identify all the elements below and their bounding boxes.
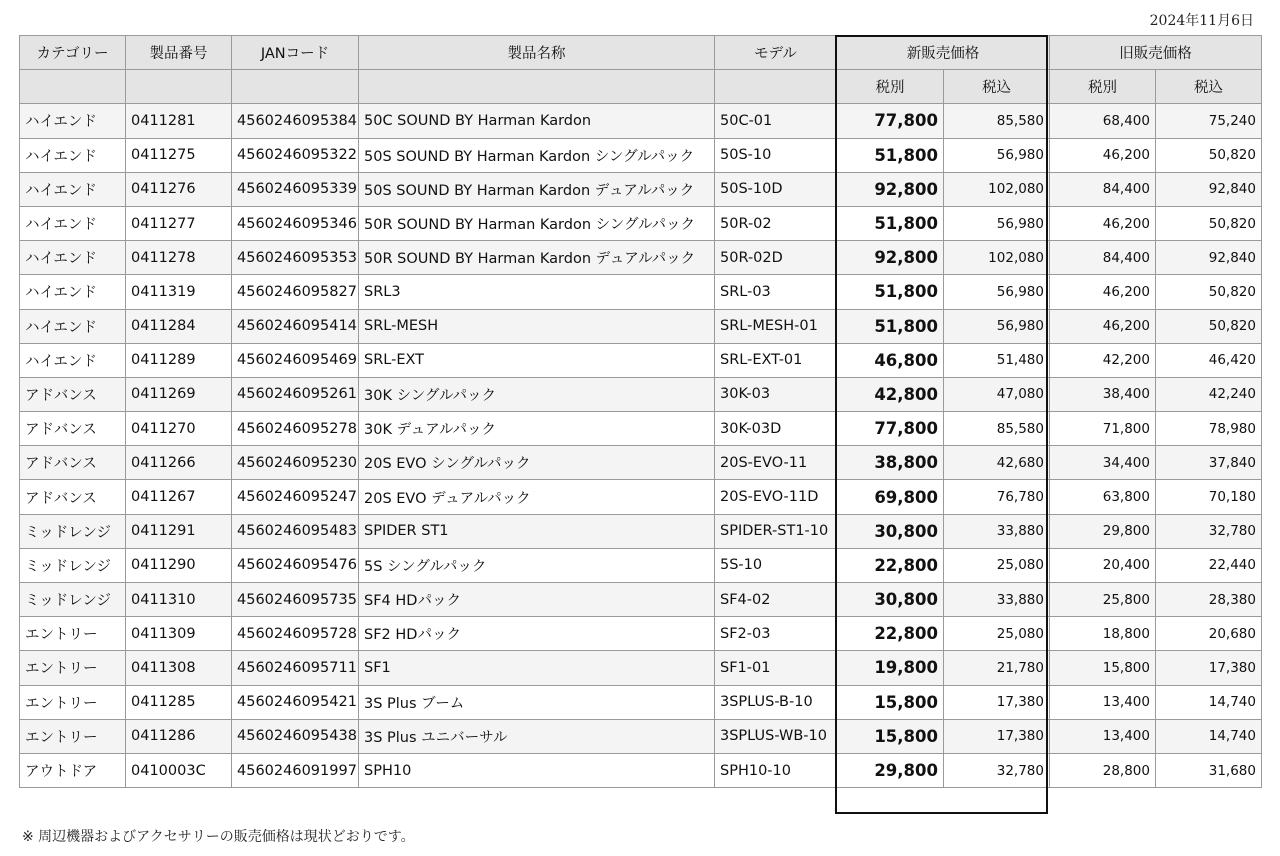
- cell-model: 30K-03: [715, 377, 837, 411]
- cell-product-name: SF4 HDパック: [359, 583, 715, 617]
- table-row: [20, 343, 1262, 377]
- table-row: [20, 651, 1262, 685]
- cell-jan-code: 4560246095735: [232, 583, 359, 617]
- cell-new-price-tax-ex: 30,800: [837, 514, 944, 548]
- cell-new-price-tax-in: 51,480: [944, 343, 1050, 377]
- header-blank: [126, 70, 232, 104]
- cell-new-price-tax-in: 33,880: [944, 583, 1050, 617]
- cell-category: エントリー: [20, 685, 126, 719]
- cell-product-name: 50S SOUND BY Harman Kardon シングルパック: [359, 138, 715, 172]
- cell-model: SRL-EXT-01: [715, 343, 837, 377]
- cell-category: アウトドア: [20, 753, 126, 787]
- cell-old-price-tax-ex: 46,200: [1050, 206, 1156, 240]
- document-date: 2024年11月6日: [1149, 13, 1254, 29]
- cell-jan-code: 4560246095247: [232, 480, 359, 514]
- cell-new-price-tax-ex: 38,800: [837, 446, 944, 480]
- cell-new-price-tax-ex: 69,800: [837, 480, 944, 514]
- table-row: [20, 377, 1262, 411]
- cell-jan-code: 4560246091997: [232, 753, 359, 787]
- cell-new-price-tax-in: 21,780: [944, 651, 1050, 685]
- cell-jan-code: 4560246095384: [232, 104, 359, 138]
- cell-old-price-tax-ex: 18,800: [1050, 617, 1156, 651]
- table-row: [20, 617, 1262, 651]
- header-row-1: [20, 36, 1262, 70]
- cell-category: エントリー: [20, 617, 126, 651]
- table-row: [20, 172, 1262, 206]
- cell-new-price-tax-in: 85,580: [944, 412, 1050, 446]
- cell-old-price-tax-ex: 46,200: [1050, 275, 1156, 309]
- cell-product-no: 0411266: [126, 446, 232, 480]
- cell-old-price-tax-ex: 38,400: [1050, 377, 1156, 411]
- cell-old-price-tax-in: 14,740: [1156, 685, 1262, 719]
- cell-product-no: 0411290: [126, 548, 232, 582]
- cell-old-price-tax-ex: 42,200: [1050, 343, 1156, 377]
- cell-category: エントリー: [20, 719, 126, 753]
- cell-model: 5S-10: [715, 548, 837, 582]
- cell-old-price-tax-in: 75,240: [1156, 104, 1262, 138]
- cell-product-no: 0411289: [126, 343, 232, 377]
- cell-new-price-tax-in: 17,380: [944, 685, 1050, 719]
- cell-jan-code: 4560246095230: [232, 446, 359, 480]
- cell-old-price-tax-in: 31,680: [1156, 753, 1262, 787]
- table-row: [20, 753, 1262, 787]
- cell-old-price-tax-in: 14,740: [1156, 719, 1262, 753]
- cell-model: SF2-03: [715, 617, 837, 651]
- cell-model: 3SPLUS-B-10: [715, 685, 837, 719]
- table-row: [20, 548, 1262, 582]
- cell-jan-code: 4560246095827: [232, 275, 359, 309]
- cell-old-price-tax-ex: 20,400: [1050, 548, 1156, 582]
- cell-category: ハイエンド: [20, 275, 126, 309]
- cell-old-price-tax-ex: 84,400: [1050, 172, 1156, 206]
- cell-product-name: 20S EVO デュアルパック: [359, 480, 715, 514]
- price-table-wrapper: [19, 35, 1261, 788]
- cell-old-price-tax-ex: 84,400: [1050, 241, 1156, 275]
- cell-model: SRL-03: [715, 275, 837, 309]
- cell-old-price-tax-in: 70,180: [1156, 480, 1262, 514]
- header-blank: [715, 70, 837, 104]
- cell-jan-code: 4560246095483: [232, 514, 359, 548]
- cell-model: 20S-EVO-11D: [715, 480, 837, 514]
- cell-old-price-tax-in: 50,820: [1156, 206, 1262, 240]
- cell-product-no: 0411309: [126, 617, 232, 651]
- cell-model: SPIDER-ST1-10: [715, 514, 837, 548]
- cell-jan-code: 4560246095469: [232, 343, 359, 377]
- cell-product-no: 0411284: [126, 309, 232, 343]
- cell-old-price-tax-ex: 28,800: [1050, 753, 1156, 787]
- cell-product-no: 0411267: [126, 480, 232, 514]
- header-jan: JANコード: [232, 36, 359, 70]
- header-name: 製品名称: [359, 36, 715, 70]
- cell-jan-code: 4560246095322: [232, 138, 359, 172]
- cell-model: 50S-10: [715, 138, 837, 172]
- cell-new-price-tax-in: 42,680: [944, 446, 1050, 480]
- table-row: [20, 138, 1262, 172]
- cell-model: 3SPLUS-WB-10: [715, 719, 837, 753]
- cell-category: アドバンス: [20, 412, 126, 446]
- header-old-price: 旧販売価格: [1050, 36, 1262, 70]
- header-new-price: 新販売価格: [837, 36, 1050, 70]
- cell-product-name: 50R SOUND BY Harman Kardon シングルパック: [359, 206, 715, 240]
- cell-jan-code: 4560246095339: [232, 172, 359, 206]
- cell-jan-code: 4560246095353: [232, 241, 359, 275]
- cell-new-price-tax-ex: 30,800: [837, 583, 944, 617]
- cell-category: ハイエンド: [20, 343, 126, 377]
- cell-model: 50S-10D: [715, 172, 837, 206]
- cell-jan-code: 4560246095438: [232, 719, 359, 753]
- table-row: [20, 412, 1262, 446]
- cell-jan-code: 4560246095414: [232, 309, 359, 343]
- header-model: モデル: [715, 36, 837, 70]
- cell-old-price-tax-in: 28,380: [1156, 583, 1262, 617]
- cell-old-price-tax-ex: 15,800: [1050, 651, 1156, 685]
- header-new-tax-in: 税込: [944, 70, 1050, 104]
- cell-product-name: 30K デュアルパック: [359, 412, 715, 446]
- cell-new-price-tax-ex: 15,800: [837, 719, 944, 753]
- cell-product-no: 0411276: [126, 172, 232, 206]
- cell-product-no: 0411270: [126, 412, 232, 446]
- footnote: ※ 周辺機器およびアクセサリーの販売価格は現状どおりです。: [22, 829, 415, 845]
- header-blank: [232, 70, 359, 104]
- cell-old-price-tax-ex: 71,800: [1050, 412, 1156, 446]
- cell-product-name: 50R SOUND BY Harman Kardon デュアルパック: [359, 241, 715, 275]
- cell-old-price-tax-in: 42,240: [1156, 377, 1262, 411]
- cell-old-price-tax-ex: 46,200: [1050, 138, 1156, 172]
- cell-jan-code: 4560246095421: [232, 685, 359, 719]
- cell-category: アドバンス: [20, 480, 126, 514]
- cell-model: 50C-01: [715, 104, 837, 138]
- cell-old-price-tax-ex: 68,400: [1050, 104, 1156, 138]
- cell-product-no: 0410003C: [126, 753, 232, 787]
- cell-new-price-tax-ex: 29,800: [837, 753, 944, 787]
- cell-category: ミッドレンジ: [20, 514, 126, 548]
- cell-product-name: 50S SOUND BY Harman Kardon デュアルパック: [359, 172, 715, 206]
- cell-new-price-tax-in: 76,780: [944, 480, 1050, 514]
- cell-model: 50R-02D: [715, 241, 837, 275]
- cell-jan-code: 4560246095476: [232, 548, 359, 582]
- cell-old-price-tax-in: 37,840: [1156, 446, 1262, 480]
- cell-category: ハイエンド: [20, 138, 126, 172]
- cell-product-name: SF2 HDパック: [359, 617, 715, 651]
- cell-new-price-tax-in: 32,780: [944, 753, 1050, 787]
- cell-product-name: 3S Plus ブーム: [359, 685, 715, 719]
- table-row: [20, 309, 1262, 343]
- cell-product-name: SRL-EXT: [359, 343, 715, 377]
- table-row: [20, 104, 1262, 138]
- cell-old-price-tax-in: 32,780: [1156, 514, 1262, 548]
- cell-old-price-tax-in: 50,820: [1156, 275, 1262, 309]
- cell-category: ハイエンド: [20, 206, 126, 240]
- price-table-body: [20, 104, 1262, 788]
- cell-new-price-tax-ex: 15,800: [837, 685, 944, 719]
- cell-new-price-tax-ex: 51,800: [837, 206, 944, 240]
- cell-product-no: 0411278: [126, 241, 232, 275]
- cell-new-price-tax-in: 25,080: [944, 617, 1050, 651]
- cell-new-price-tax-ex: 77,800: [837, 412, 944, 446]
- cell-category: アドバンス: [20, 446, 126, 480]
- cell-model: 30K-03D: [715, 412, 837, 446]
- cell-product-no: 0411275: [126, 138, 232, 172]
- cell-product-name: SPH10: [359, 753, 715, 787]
- cell-new-price-tax-ex: 19,800: [837, 651, 944, 685]
- table-row: [20, 583, 1262, 617]
- cell-new-price-tax-in: 47,080: [944, 377, 1050, 411]
- table-row: [20, 514, 1262, 548]
- cell-product-name: 5S シングルパック: [359, 548, 715, 582]
- cell-category: ミッドレンジ: [20, 583, 126, 617]
- cell-jan-code: 4560246095278: [232, 412, 359, 446]
- cell-old-price-tax-in: 17,380: [1156, 651, 1262, 685]
- cell-model: SPH10-10: [715, 753, 837, 787]
- cell-product-name: 50C SOUND BY Harman Kardon: [359, 104, 715, 138]
- cell-old-price-tax-ex: 63,800: [1050, 480, 1156, 514]
- header-product-no: 製品番号: [126, 36, 232, 70]
- cell-product-no: 0411285: [126, 685, 232, 719]
- cell-model: SF4-02: [715, 583, 837, 617]
- cell-new-price-tax-ex: 22,800: [837, 548, 944, 582]
- cell-product-name: SF1: [359, 651, 715, 685]
- cell-new-price-tax-ex: 92,800: [837, 241, 944, 275]
- header-old-tax-ex: 税別: [1050, 70, 1156, 104]
- cell-old-price-tax-in: 22,440: [1156, 548, 1262, 582]
- cell-new-price-tax-in: 25,080: [944, 548, 1050, 582]
- cell-old-price-tax-in: 46,420: [1156, 343, 1262, 377]
- cell-product-name: SRL-MESH: [359, 309, 715, 343]
- cell-product-no: 0411281: [126, 104, 232, 138]
- cell-new-price-tax-ex: 51,800: [837, 275, 944, 309]
- cell-product-name: 3S Plus ユニバーサル: [359, 719, 715, 753]
- cell-old-price-tax-ex: 46,200: [1050, 309, 1156, 343]
- cell-product-name: SPIDER ST1: [359, 514, 715, 548]
- cell-product-name: 20S EVO シングルパック: [359, 446, 715, 480]
- cell-jan-code: 4560246095261: [232, 377, 359, 411]
- cell-category: ミッドレンジ: [20, 548, 126, 582]
- cell-old-price-tax-in: 50,820: [1156, 138, 1262, 172]
- table-row: [20, 446, 1262, 480]
- cell-model: SF1-01: [715, 651, 837, 685]
- cell-old-price-tax-in: 92,840: [1156, 172, 1262, 206]
- header-row-2: [20, 70, 1262, 104]
- cell-model: 50R-02: [715, 206, 837, 240]
- cell-product-no: 0411277: [126, 206, 232, 240]
- cell-old-price-tax-in: 92,840: [1156, 241, 1262, 275]
- cell-old-price-tax-ex: 25,800: [1050, 583, 1156, 617]
- cell-old-price-tax-ex: 29,800: [1050, 514, 1156, 548]
- cell-jan-code: 4560246095711: [232, 651, 359, 685]
- cell-new-price-tax-in: 17,380: [944, 719, 1050, 753]
- header-old-tax-in: 税込: [1156, 70, 1262, 104]
- header-blank: [20, 70, 126, 104]
- cell-category: アドバンス: [20, 377, 126, 411]
- cell-model: 20S-EVO-11: [715, 446, 837, 480]
- cell-old-price-tax-in: 20,680: [1156, 617, 1262, 651]
- table-row: [20, 241, 1262, 275]
- cell-new-price-tax-ex: 51,800: [837, 138, 944, 172]
- cell-new-price-tax-in: 56,980: [944, 275, 1050, 309]
- cell-category: ハイエンド: [20, 104, 126, 138]
- cell-new-price-tax-ex: 92,800: [837, 172, 944, 206]
- cell-new-price-tax-ex: 77,800: [837, 104, 944, 138]
- cell-old-price-tax-ex: 13,400: [1050, 685, 1156, 719]
- cell-old-price-tax-in: 50,820: [1156, 309, 1262, 343]
- cell-new-price-tax-in: 56,980: [944, 206, 1050, 240]
- cell-product-no: 0411310: [126, 583, 232, 617]
- cell-category: エントリー: [20, 651, 126, 685]
- cell-jan-code: 4560246095728: [232, 617, 359, 651]
- cell-new-price-tax-ex: 46,800: [837, 343, 944, 377]
- cell-new-price-tax-in: 102,080: [944, 241, 1050, 275]
- cell-product-no: 0411269: [126, 377, 232, 411]
- cell-category: ハイエンド: [20, 309, 126, 343]
- cell-old-price-tax-ex: 13,400: [1050, 719, 1156, 753]
- cell-new-price-tax-ex: 42,800: [837, 377, 944, 411]
- cell-category: ハイエンド: [20, 241, 126, 275]
- table-row: [20, 206, 1262, 240]
- header-new-tax-ex: 税別: [837, 70, 944, 104]
- cell-category: ハイエンド: [20, 172, 126, 206]
- cell-product-no: 0411319: [126, 275, 232, 309]
- cell-new-price-tax-in: 33,880: [944, 514, 1050, 548]
- cell-jan-code: 4560246095346: [232, 206, 359, 240]
- cell-product-name: 30K シングルパック: [359, 377, 715, 411]
- cell-product-no: 0411286: [126, 719, 232, 753]
- cell-new-price-tax-ex: 22,800: [837, 617, 944, 651]
- cell-model: SRL-MESH-01: [715, 309, 837, 343]
- cell-new-price-tax-ex: 51,800: [837, 309, 944, 343]
- cell-new-price-tax-in: 102,080: [944, 172, 1050, 206]
- header-category: カテゴリー: [20, 36, 126, 70]
- table-row: [20, 685, 1262, 719]
- price-table: [19, 35, 1262, 788]
- cell-product-no: 0411291: [126, 514, 232, 548]
- header-blank: [359, 70, 715, 104]
- cell-new-price-tax-in: 56,980: [944, 138, 1050, 172]
- cell-new-price-tax-in: 56,980: [944, 309, 1050, 343]
- table-row: [20, 719, 1262, 753]
- cell-new-price-tax-in: 85,580: [944, 104, 1050, 138]
- cell-old-price-tax-in: 78,980: [1156, 412, 1262, 446]
- cell-product-no: 0411308: [126, 651, 232, 685]
- cell-product-name: SRL3: [359, 275, 715, 309]
- table-row: [20, 275, 1262, 309]
- table-row: [20, 480, 1262, 514]
- cell-old-price-tax-ex: 34,400: [1050, 446, 1156, 480]
